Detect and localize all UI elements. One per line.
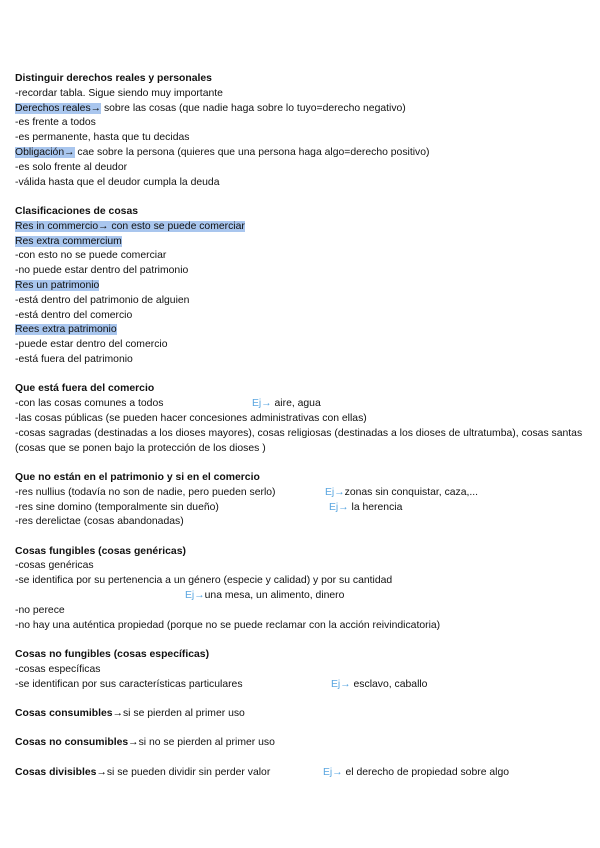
example-note: Ej→ la herencia [329, 501, 403, 513]
example-note: Ej→una mesa, un alimento, dinero [185, 590, 345, 602]
text-paragraph: -cosas sagradas (destinadas a los dioses mayores), cosas religiosas (destinadas a los dioses de ultratumba), cosas santas (cosas que se ponen bajo la protección de los dioses ) [15, 427, 583, 454]
highlight-res-un-patrimonio: Res un patrimonio [15, 279, 100, 291]
section-title-patrimonio-comercio: Que no están en el patrimonio y si en el comercio [15, 471, 260, 483]
text-line [15, 235, 590, 250]
text-line: -está fuera del patrimonio [15, 353, 133, 365]
example-note: Ej→ aire, agua [252, 398, 321, 410]
section-title-no-consumibles: Cosas no consumibles [15, 737, 129, 749]
section-title-clasificaciones: Clasificaciones de cosas [15, 205, 139, 217]
text-line: -res derelictae (cosas abandonadas) [15, 516, 184, 528]
text-line [15, 220, 590, 235]
highlight-res-in-commercio: Res in commercio→ con esto se puede comerciar [15, 220, 245, 232]
section-title-fungibles: Cosas fungibles (cosas genéricas) [15, 545, 186, 557]
text-fragment: -res nullius (todavía no son de nadie, pero pueden serlo) [15, 486, 276, 498]
text-line [15, 397, 590, 412]
section-title-no-fungibles: Cosas no fungibles (cosas específicas) [15, 649, 210, 661]
text-fragment: -con las cosas comunes a todos [15, 398, 164, 410]
document-page [15, 72, 590, 781]
section-title-derechos: Distinguir derechos reales y personales [15, 73, 212, 84]
example-note: Ej→ esclavo, caballo [331, 678, 428, 690]
text-line [15, 102, 590, 117]
highlight-rees-extra-patrimonio: Rees extra patrimonio [15, 324, 117, 336]
text-line [15, 766, 590, 781]
text-line: -recordar tabla. Sigue siendo muy importante [15, 87, 223, 99]
text-line [15, 486, 590, 501]
text-fragment: -se identifican por sus características particulares [15, 678, 243, 690]
example-note: Ej→zonas sin conquistar, caza,... [325, 486, 479, 498]
text-line: -es permanente, hasta que tu decidas [15, 132, 190, 144]
text-line: -se identifica por su pertenencia a un género (especie y calidad) y por su cantidad [15, 575, 393, 587]
text-fragment: →si no se pierden al primer uso [128, 737, 275, 749]
text-line: -es frente a todos [15, 117, 96, 129]
example-note: Ej→ el derecho de propiedad sobre algo [323, 766, 510, 778]
text-line: -no perece [15, 604, 65, 616]
text-line: -cosas genéricas [15, 560, 94, 572]
text-fragment: →si se pierden al primer uso [112, 708, 245, 720]
text-line [15, 736, 590, 751]
text-fragment: -res sine domino (temporalmente sin dueño) [15, 501, 219, 513]
highlight-derechos-reales: Derechos reales→ [15, 102, 102, 114]
text-fragment: →si se pueden dividir sin perder valor [96, 766, 271, 778]
highlight-obligacion: Obligación→ [15, 146, 75, 158]
text-line: -no hay una auténtica propiedad (porque no se puede reclamar con la acción reivindicatoria) [15, 619, 441, 631]
text-line [15, 678, 590, 693]
text-line: -válida hasta que el deudor cumpla la deuda [15, 176, 220, 188]
text-line: -está dentro del patrimonio de alguien [15, 294, 190, 306]
text-line [15, 707, 590, 722]
highlight-res-extra-commercium: Res extra commercium [15, 235, 122, 247]
text-line: -con esto no se puede comerciar [15, 250, 167, 262]
text-line: -está dentro del comercio [15, 309, 133, 321]
section-title-fuera-comercio: Que está fuera del comercio [15, 383, 155, 395]
text-line: -las cosas públicas (se pueden hacer concesiones administrativas con ellas) [15, 412, 367, 424]
section-title-consumibles: Cosas consumibles [15, 708, 113, 720]
text-line [15, 146, 590, 161]
text-line: -es solo frente al deudor [15, 161, 128, 173]
text-line [15, 323, 590, 338]
text-line: -cosas específicas [15, 663, 101, 675]
text-line: -no puede estar dentro del patrimonio [15, 265, 189, 277]
text-fragment: cae sobre la persona (quieres que una persona haga algo=derecho positivo) [74, 146, 430, 158]
text-line: -puede estar dentro del comercio [15, 339, 168, 351]
text-line [15, 501, 590, 516]
text-fragment: sobre las cosas (que nadie haga sobre lo tuyo=derecho negativo) [101, 102, 406, 114]
section-title-divisibles: Cosas divisibles [15, 766, 97, 778]
text-line [15, 589, 590, 604]
text-line [15, 279, 590, 294]
